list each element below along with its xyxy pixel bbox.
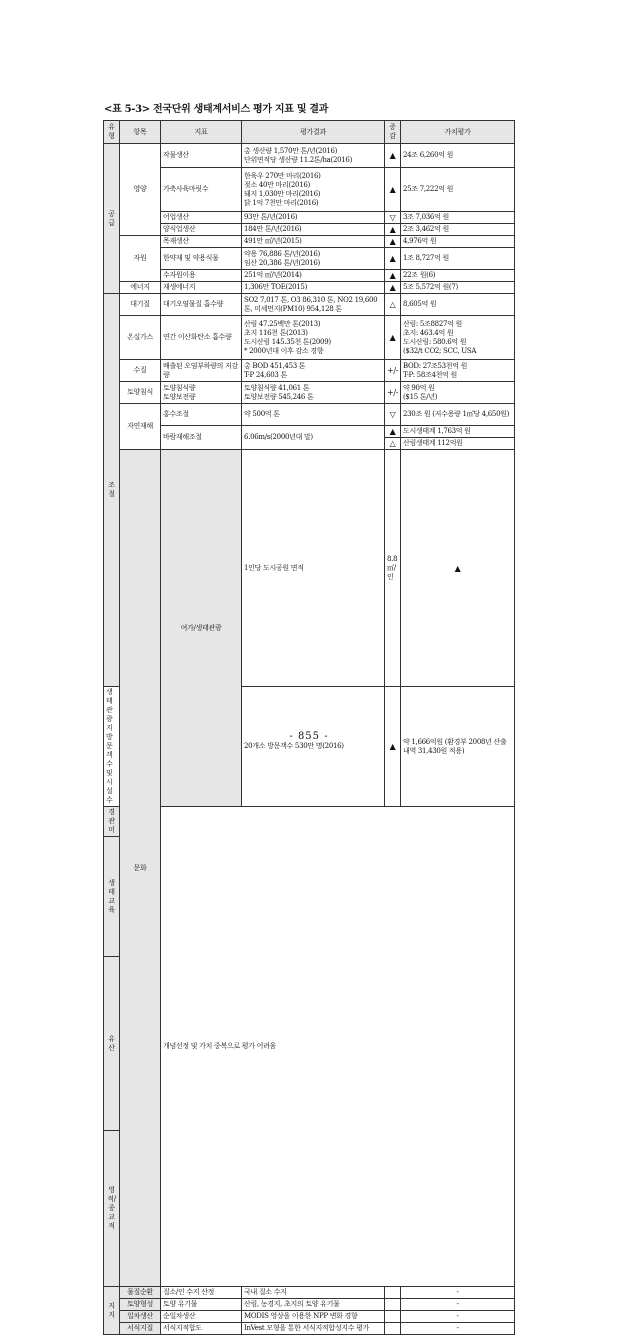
row-item: 영양 (120, 144, 161, 236)
row-item: 유산 (104, 957, 120, 1131)
row-value: 4,976억 원 (401, 236, 515, 248)
row-value: 약 1,666억원 (환경부 2008년 산출내역 31,430원 적용) (401, 687, 515, 807)
row-value: 25조 7,222억 원 (401, 168, 515, 212)
row-value: 3조 7,036억 원 (401, 212, 515, 224)
row-change: ▲ (385, 236, 401, 248)
table-row (104, 1287, 515, 1299)
row-indicator: 개념선정 및 가치 중복으로 평가 어려움 (161, 807, 515, 1287)
row-value: - (401, 1287, 515, 1299)
row-value: - (401, 1323, 515, 1335)
row-item: 여가/생태관광 (161, 450, 242, 807)
row-eval: 토양침식량 41,061 톤 토양보전량 545,246 톤 (242, 382, 385, 404)
row-change: ▲ (385, 316, 401, 360)
group-label: 공급 (104, 144, 120, 294)
row-eval: 총 BOD 451,453 톤 T-P 24,603 톤 (242, 360, 385, 382)
row-item: 토양침식 (120, 382, 161, 404)
row-change: ▽ (385, 212, 401, 224)
table-row (104, 1323, 515, 1335)
row-value: 약 90억 원 ($15 톤/년) (401, 382, 515, 404)
row-value: - (401, 1299, 515, 1311)
row-item: 영적/종교적 (104, 1131, 120, 1287)
header-value: 가치평가 (401, 121, 515, 144)
row-value: 5조 5,572억 원(7) (401, 282, 515, 294)
row-eval: SO2 7,017 톤, O3 86,310 톤, NO2 19,600 톤, 미세먼지(PM10) 954,128 톤 (242, 294, 385, 316)
row-item: 자연재해 (120, 404, 161, 450)
header-type: 유형 (104, 121, 120, 144)
table-row (104, 450, 515, 687)
group-label: 문화 (120, 450, 161, 1287)
row-item: 토양형성 (120, 1299, 161, 1311)
row-change (385, 1287, 401, 1299)
row-item: 경관미 (104, 807, 120, 837)
row-eval: 8.8㎡/인 (385, 450, 401, 687)
row-change: △ (385, 438, 401, 450)
row-change: +/- (385, 360, 401, 382)
row-change: ▲ (385, 168, 401, 212)
table-row (104, 426, 515, 438)
row-indicator: 토양 유기물 (161, 1299, 242, 1311)
row-value: 1조 8,727억 원 (401, 248, 515, 270)
header-row (104, 121, 515, 144)
row-value: 2조 3,462억 원 (401, 224, 515, 236)
page-number: - 855 - (289, 731, 329, 742)
table-row (104, 248, 515, 270)
row-eval: 산림 47.25백만 톤(2013) 초지 116천 톤(2013) 도시산림 145.35천 톤(2009) * 2000년대 이후 감소 경향 (242, 316, 385, 360)
row-item: 온실가스 (120, 316, 161, 360)
row-eval: 1,306만 TOE(2015) (242, 282, 385, 294)
row-change: ▲ (385, 270, 401, 282)
row-value: 도시생태계 1,763억 원 (401, 426, 515, 438)
row-eval: InVest 모형을 통한 서식지적합성지수 평가 (242, 1323, 385, 1335)
row-change: ▲ (385, 687, 401, 807)
row-item: 대기질 (120, 294, 161, 316)
row-indicator: 대기오염물질 흡수량 (161, 294, 242, 316)
row-indicator: 가축사육마릿수 (161, 168, 242, 212)
table-row (104, 144, 515, 168)
row-change: ▲ (385, 224, 401, 236)
row-eval: 93만 톤/년(2016) (242, 212, 385, 224)
table-row (104, 316, 515, 360)
row-change: ▲ (385, 426, 401, 438)
row-change: ▲ (385, 248, 401, 270)
ecosystem-service-table (103, 120, 515, 1335)
header-eval: 평가결과 (242, 121, 385, 144)
row-change (385, 1299, 401, 1311)
row-indicator: 목재생산 (161, 236, 242, 248)
table-row (104, 807, 515, 837)
row-indicator: 한약재 및 약용식물 (161, 248, 242, 270)
table-row (104, 360, 515, 382)
row-item: 물질순환 (120, 1287, 161, 1299)
row-value: BOD: 27조53천억 원 T-P: 58조4천억 원 (401, 360, 515, 382)
row-value: 산림생태계 112억원 (401, 438, 515, 450)
group-label: 지지 (104, 1287, 120, 1335)
row-indicator: 양식업생산 (161, 224, 242, 236)
row-indicator: 홍수조절 (161, 404, 242, 426)
row-eval: 산림, 농경지, 초지의 토양 유기물 (242, 1299, 385, 1311)
table-row (104, 1311, 515, 1323)
row-indicator: 바람재해조절 (161, 426, 242, 450)
table-row (104, 282, 515, 294)
row-eval: 총 생산량 1,570만 톤/년(2016) 단위면적당 생산량 11.2톤/ha(2016) (242, 144, 385, 168)
row-indicator: 순일차생산 (161, 1311, 242, 1323)
row-indicator: 토양침식량 토양보전량 (161, 382, 242, 404)
row-indicator: 수자원이용 (161, 270, 242, 282)
row-change: +/- (385, 382, 401, 404)
row-item: 수질 (120, 360, 161, 382)
table-row (104, 382, 515, 404)
row-eval: MODIS 영상을 이용한 NPP 변화 경향 (242, 1311, 385, 1323)
row-eval: 491만 ㎥/년(2015) (242, 236, 385, 248)
row-value: - (401, 1311, 515, 1323)
table-row (104, 294, 515, 316)
row-eval: 약 500억 톤 (242, 404, 385, 426)
row-indicator: 서식지적합도 (161, 1323, 242, 1335)
row-change: ▲ (385, 282, 401, 294)
row-value: 8,605억 원 (401, 294, 515, 316)
row-value: 산림: 5조8827억 원 초지: 463.4억 원 도시산림: 580.6억 원 ($32/t CO2; SCC, USA (401, 316, 515, 360)
row-indicator: 작물생산 (161, 144, 242, 168)
row-item: 일차생산 (120, 1311, 161, 1323)
group-label: 조절 (104, 294, 120, 687)
table-row (104, 270, 515, 282)
row-indicator: 생태관광지 방문객수 및 시설수 (104, 687, 120, 807)
table-row (104, 168, 515, 212)
row-indicator: 연간 이산화탄소 흡수량 (161, 316, 242, 360)
row-indicator: 질소/인 수지 산정 (161, 1287, 242, 1299)
row-eval: 20개소 방문객수 530만 명(2016) (242, 687, 385, 807)
header-change: 증감 (385, 121, 401, 144)
row-eval: 251억 ㎥/년(2014) (242, 270, 385, 282)
table-row (104, 212, 515, 224)
row-change: ▲ (385, 144, 401, 168)
row-value: 22조 원(6) (401, 270, 515, 282)
row-change: ▲ (401, 450, 515, 687)
row-item: 생태교육 (104, 837, 120, 957)
row-eval: 184만 톤/년(2016) (242, 224, 385, 236)
table-row (104, 404, 515, 426)
row-indicator: 배출된 오염부하량의 저감량 (161, 360, 242, 382)
row-eval: 국내 질소 수지 (242, 1287, 385, 1299)
row-indicator: 어업생산 (161, 212, 242, 224)
row-eval: 한육우 270만 마리(2016) 젖소 40만 마리(2016) 돼지 1,030만 마리(2016) 닭 1억 7천만 마리(2016) (242, 168, 385, 212)
row-item: 서식지질 (120, 1323, 161, 1335)
row-eval: 약용 76,886 톤/년(2016) 임산 20,386 톤/년(2016) (242, 248, 385, 270)
header-item: 항목 (120, 121, 161, 144)
row-change: ▽ (385, 404, 401, 426)
row-change: △ (385, 294, 401, 316)
row-change (385, 1311, 401, 1323)
row-indicator: 재생에너지 (161, 282, 242, 294)
table-caption: <표 5-3> 전국단위 생태계서비스 평가 지표 및 결과 (104, 104, 329, 115)
row-item: 에너지 (120, 282, 161, 294)
row-eval: 6.06m/s(2000년대 말) (242, 426, 385, 450)
table-row (104, 1299, 515, 1311)
table-row (104, 224, 515, 236)
header-indicator: 지표 (161, 121, 242, 144)
table-row (104, 236, 515, 248)
row-value: 230조 원 (저수용량 1㎥당 4,650원) (401, 404, 515, 426)
row-change (385, 1323, 401, 1335)
row-indicator: 1인당 도시공원 면적 (242, 450, 385, 687)
row-item: 자원 (120, 236, 161, 282)
row-value: 24조 6,260억 원 (401, 144, 515, 168)
